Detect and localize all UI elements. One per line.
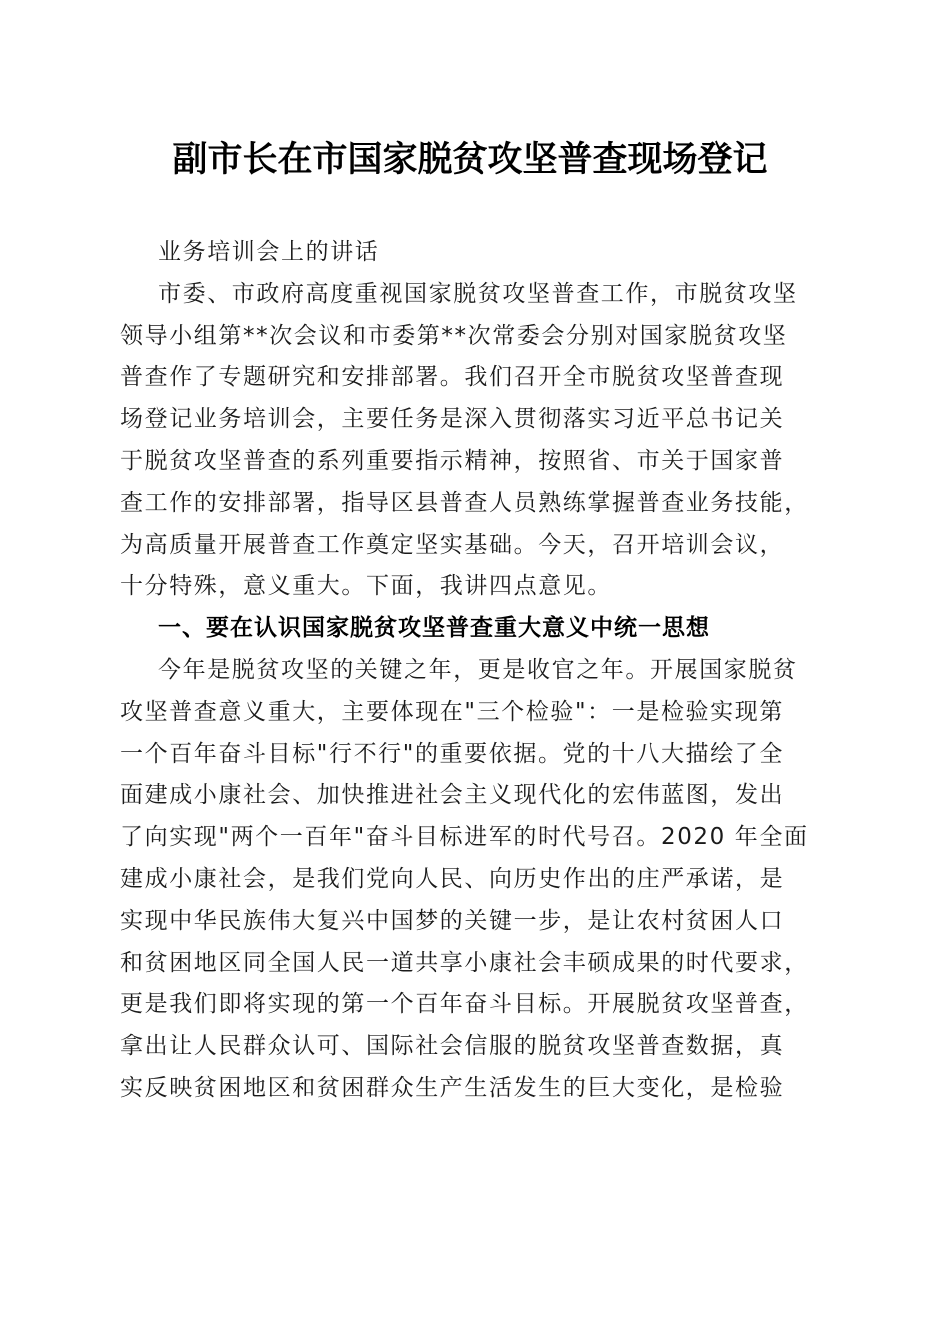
paragraph-line: 市委、市政府高度重视国家脱贫攻坚普查工作，市脱贫攻坚	[158, 280, 798, 307]
paragraph-line: 为高质量开展普查工作奠定坚实基础。今天，召开培训会议，	[120, 531, 785, 558]
paragraph-line: 攻坚普查意义重大，主要体现在"三个检验"：一是检验实现第	[120, 698, 784, 725]
paragraph-line: 普查作了专题研究和安排部署。我们召开全市脱贫攻坚普查现	[120, 364, 785, 391]
paragraph-line: 面建成小康社会、加快推进社会主义现代化的宏伟蓝图，发出	[120, 782, 785, 809]
paragraph-line: 实现中华民族伟大复兴中国梦的关键一步，是让农村贫困人口	[120, 907, 785, 934]
section-heading: 一、要在认识国家脱贫攻坚普查重大意义中统一思想	[158, 615, 710, 642]
paragraph-line: 领导小组第**次会议和市委第**次常委会分别对国家脱贫攻坚	[120, 322, 788, 349]
paragraph-line: 了向实现"两个一百年"奋斗目标进军的时代号召。2020 年全面	[120, 824, 809, 851]
paragraph-line: 查工作的安排部署，指导区县普查人员熟练掌握普查业务技能，	[120, 489, 809, 516]
paragraph-line: 场登记业务培训会，主要任务是深入贯彻落实习近平总书记关	[120, 406, 785, 433]
paragraph-line: 更是我们即将实现的第一个百年奋斗目标。开展脱贫攻坚普查，	[120, 991, 809, 1018]
paragraph-line: 十分特殊，意义重大。下面，我讲四点意见。	[120, 573, 612, 600]
paragraph-line: 拿出让人民群众认可、国际社会信服的脱贫攻坚普查数据，真	[120, 1033, 785, 1060]
document-body	[120, 232, 840, 1110]
document-title: 副市长在市国家脱贫攻坚普查现场登记	[172, 139, 768, 180]
paragraph-line: 今年是脱贫攻坚的关键之年，更是收官之年。开展国家脱贫	[158, 656, 798, 683]
paragraph-line: 和贫困地区同全国人民一道共享小康社会丰硕成果的时代要求，	[120, 949, 809, 976]
paragraph-line: 实反映贫困地区和贫困群众生产生活发生的巨大变化，是检验	[120, 1074, 785, 1101]
document-subtitle: 业务培训会上的讲话	[158, 239, 380, 265]
paragraph-line: 一个百年奋斗目标"行不行"的重要依据。党的十八大描绘了全	[120, 740, 784, 767]
paragraph-line: 于脱贫攻坚普查的系列重要指示精神，按照省、市关于国家普	[120, 447, 785, 474]
paragraph-line: 建成小康社会，是我们党向人民、向历史作出的庄严承诺，是	[120, 865, 785, 892]
